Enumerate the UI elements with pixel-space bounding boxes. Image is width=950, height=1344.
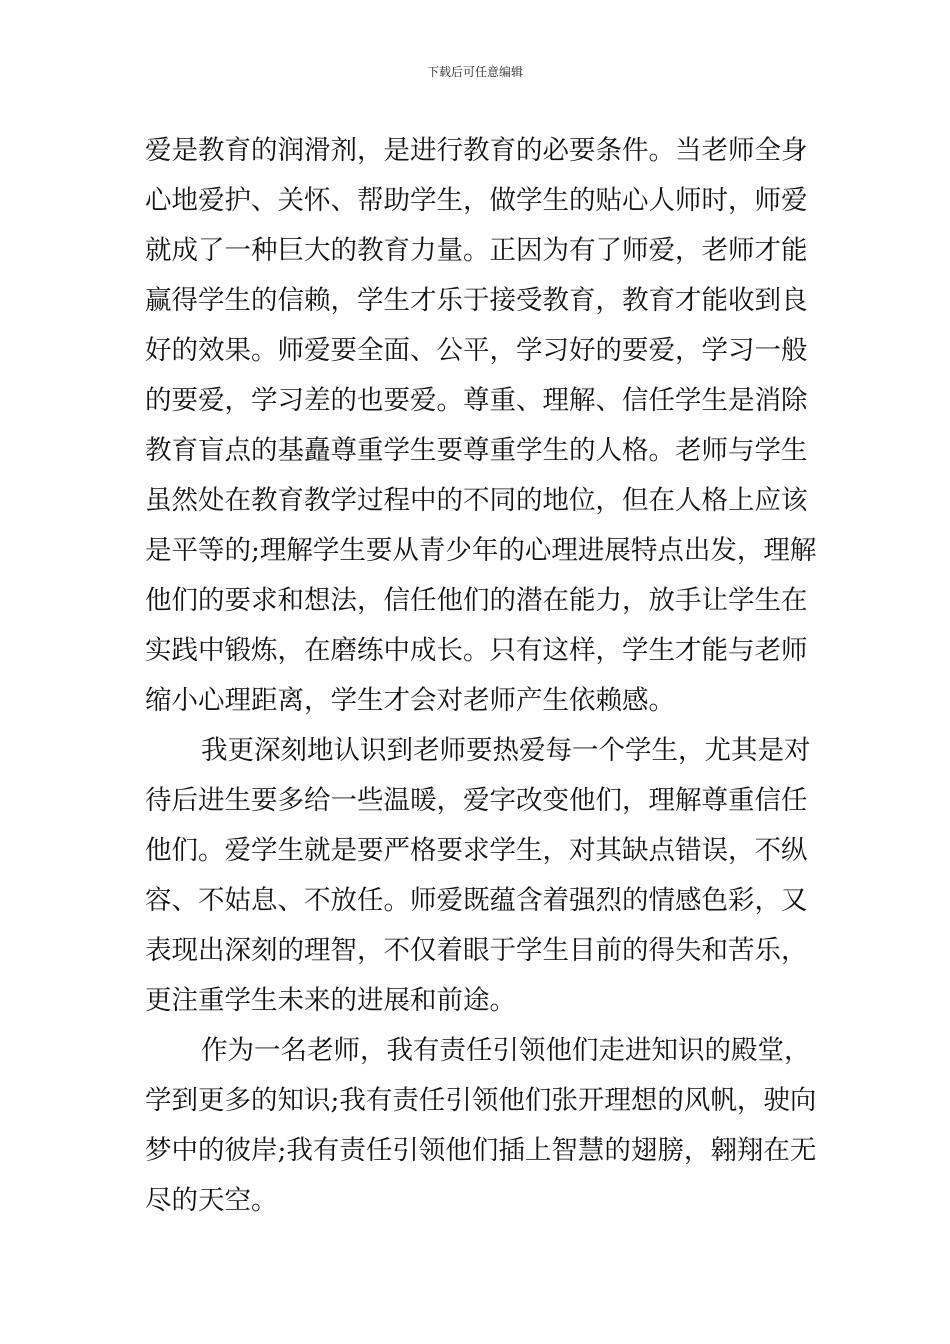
text-line: 缩小心理距离，学生才会对老师产生依赖感。	[145, 685, 675, 716]
text-line: 更注重学生未来的进展和前途。	[145, 985, 516, 1016]
text-line: 好的效果。师爱要全面、公平，学习好的要爱，学习一般	[145, 335, 808, 366]
text-line: 心地爱护、关怀、帮助学生，做学生的贴心人师时，师爱	[145, 185, 808, 216]
text-line: 就成了一种巨大的教育力量。正因为有了师爱，老师才能	[145, 235, 808, 266]
text-line: 他们的要求和想法，信任他们的潜在能力，放手让学生在	[145, 585, 808, 616]
page-header: 下载后可任意编辑	[426, 65, 523, 79]
document-body	[145, 126, 817, 1226]
text-line: 尽的天空。	[145, 1185, 278, 1216]
paragraph-2	[145, 726, 809, 1026]
text-line-first: 我更深刻地认识到老师要热爱每一个学生，尤其是对	[201, 735, 811, 766]
paragraph-3	[145, 1026, 817, 1226]
text-line: 教育盲点的基矗尊重学生要尊重学生的人格。老师与学生	[145, 435, 808, 466]
text-line: 容、不姑息、不放任。师爱既蕴含着强烈的情感色彩，又	[145, 885, 808, 916]
text-line: 表现出深刻的理智，不仅着眼于学生目前的得失和苦乐，	[145, 935, 808, 966]
text-line: 待后进生要多给一些温暖，爱字改变他们，理解尊重信任	[145, 785, 808, 816]
paragraph-1	[145, 126, 817, 726]
text-line: 梦中的彼岸;我有责任引领他们插上智慧的翅膀，翱翔在无	[145, 1135, 817, 1166]
text-line-first: 作为一名老师，我有责任引领他们走进知识的殿堂，	[201, 1035, 811, 1066]
text-line: 他们。爱学生就是要严格要求学生，对其缺点错误，不纵	[145, 835, 808, 866]
text-line: 虽然处在教育教学过程中的不同的地位，但在人格上应该	[145, 485, 808, 516]
text-line: 学到更多的知识;我有责任引领他们张开理想的风帆，驶向	[145, 1085, 817, 1116]
text-line: 是平等的;理解学生要从青少年的心理进展特点出发，理解	[145, 535, 817, 566]
text-line: 实践中锻炼，在磨练中成长。只有这样，学生才能与老师	[145, 635, 808, 666]
text-line: 爱是教育的润滑剂，是进行教育的必要条件。当老师全身	[145, 135, 808, 166]
text-line: 赢得学生的信赖，学生才乐于接受教育，教育才能收到良	[145, 285, 808, 316]
text-line: 的要爱，学习差的也要爱。尊重、理解、信任学生是消除	[145, 385, 808, 416]
